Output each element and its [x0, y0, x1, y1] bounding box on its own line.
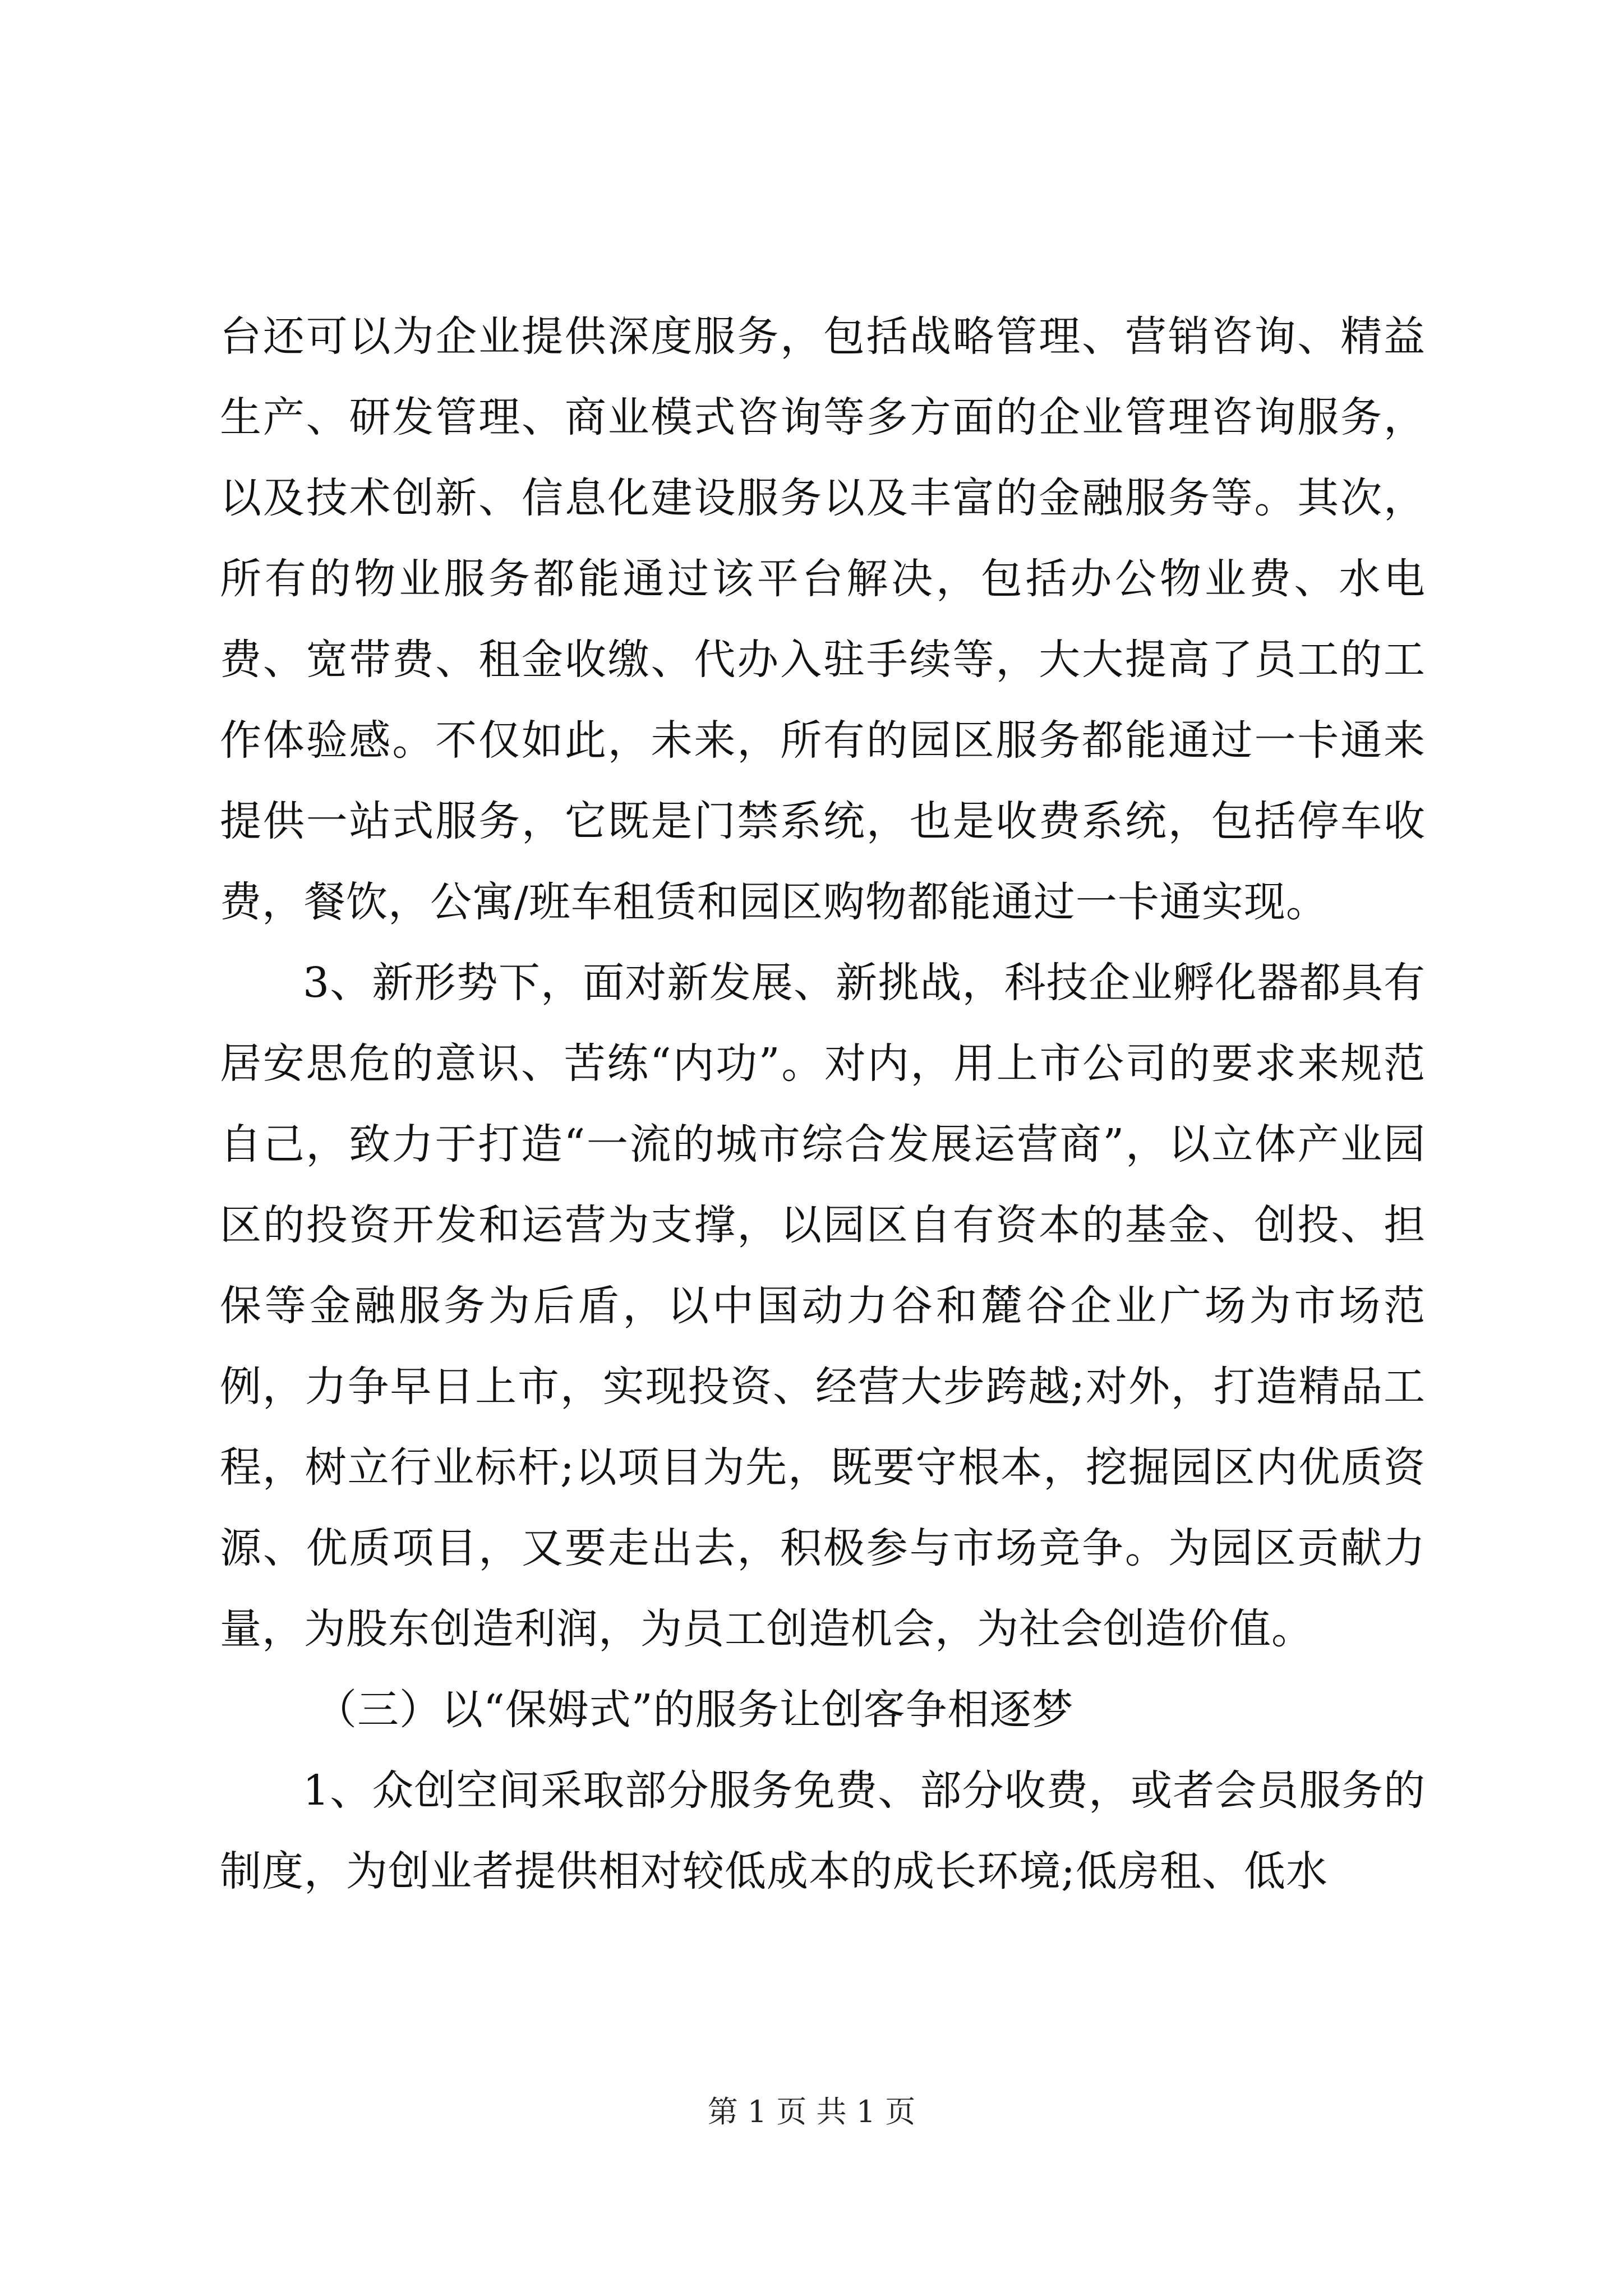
- paragraph-item-1: 1、众创空间采取部分服务免费、部分收费，或者会员服务的制度，为创业者提供相对较低成本的成长环境;低房租、低水: [220, 1766, 1426, 1895]
- section-heading-3: （三）以“保姆式”的服务让创客争相逐梦: [315, 1686, 1074, 1734]
- page-footer: 第 1 页 共 1 页: [707, 2094, 916, 2129]
- document-body: [220, 296, 1426, 1912]
- paragraph-item-3: 3、新形势下，面对新发展、新挑战，科技企业孵化器都具有居安思危的意识、苦练“内功”。对内，用上市公司的要求来规范自己，致力于打造“一流的城市综合发展运营商”，以立体产业园区的投资开发和运营为支撑，以园区自有资本的基金、创投、担保等金融服务为后盾，以中国动力谷和麓谷企业广场为市场范例，力争早日上市，实现投资、经营大步跨越;对外，打造精品工程，树立行业标杆;以项目为先，既要守根本，挖掘园区内优质资源、优质项目，又要走出去，积极参与市场竞争。为园区贡献力量，为股东创造利润，为员工创造机会，为社会创造价值。: [220, 959, 1426, 1653]
- paragraph-services-continued: 台还可以为企业提供深度服务，包括战略管理、营销咨询、精益生产、研发管理、商业模式咨询等多方面的企业管理咨询服务，以及技术创新、信息化建设服务以及丰富的金融服务等。其次，所有的物业服务都能通过该平台解决，包括办公物业费、水电费、宽带费、租金收缴、代办入驻手续等，大大提高了员工的工作体验感。不仅如此，未来，所有的园区服务都能通过一卡通来提供一站式服务，它既是门禁系统，也是收费系统，包括停车收费，餐饮，公寓/班车租赁和园区购物都能通过一卡通实现。: [220, 312, 1426, 926]
